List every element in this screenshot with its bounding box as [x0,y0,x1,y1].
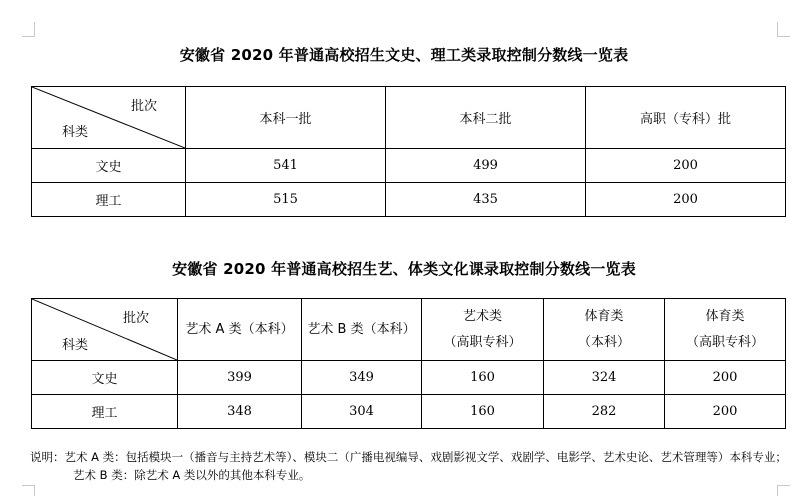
score-cell: 282 [544,395,665,429]
column-header-line2: （本科） [577,334,630,350]
admission-table-art-sports [31,298,786,429]
score-cell: 324 [544,361,665,395]
column-header: 本科二批 [386,87,586,149]
row-label: 理工 [32,395,178,429]
column-header-line1: 体育类 [584,308,624,324]
table-row [32,183,786,217]
score-cell: 348 [178,395,302,429]
column-header-line1: 艺术类 [462,308,502,324]
header-corner-cell [32,299,178,361]
diagonal-line [32,87,185,148]
column-header [665,299,786,361]
column-header [178,299,302,361]
row-label: 文史 [32,361,178,395]
row-label: 理工 [32,183,186,217]
admission-table-liberal-science [31,86,786,217]
score-cell: 541 [186,149,386,183]
score-cell: 200 [665,395,786,429]
score-cell: 399 [178,361,302,395]
corner-label-batch: 批次 [122,311,149,326]
page-corner-mark [777,22,790,37]
score-cell: 160 [422,395,544,429]
note-line-1: 说明：艺术 A 类：包括模块一（播音与主持艺术等）、模块二（广播电视编导、戏剧影视文学、戏剧学、电影学、艺术史论、艺术管理等）本科专业； [30,450,787,464]
row-label: 文史 [32,149,186,183]
column-header [302,299,422,361]
page-corner-mark [22,22,35,37]
table2-title: 安徽省 2020 年普通高校招生艺、体类文化课录取控制分数线一览表 [172,260,636,278]
page-corner-mark [22,485,35,496]
score-cell: 515 [186,183,386,217]
table-row [32,361,786,395]
table-row [32,149,786,183]
column-header-line2: （高职专科） [685,334,764,350]
score-cell: 200 [586,183,786,217]
note-line-2: 艺术 B 类：除艺术 A 类以外的其他本科专业。 [73,468,311,482]
corner-label-category: 科类 [62,338,89,353]
table-header-row [32,87,786,149]
diagonal-line [32,299,177,360]
column-header-line1: 艺术 B 类（本科） [307,321,416,337]
corner-label-category: 科类 [62,125,89,140]
table1-title: 安徽省 2020 年普通高校招生文史、理工类录取控制分数线一览表 [179,46,629,64]
column-header: 本科一批 [186,87,386,149]
score-cell: 304 [302,395,422,429]
score-cell: 200 [586,149,786,183]
score-cell: 499 [386,149,586,183]
score-cell: 160 [422,361,544,395]
score-cell: 200 [665,361,786,395]
table-header-row [32,299,786,361]
column-header [544,299,665,361]
column-header-line2: （高职专科） [443,334,522,350]
score-cell: 435 [386,183,586,217]
column-header-line1: 艺术 A 类（本科） [185,321,294,337]
header-corner-cell [32,87,186,149]
corner-label-batch: 批次 [130,99,157,114]
page-corner-mark [777,485,790,496]
table-row [32,395,786,429]
score-cell: 349 [302,361,422,395]
column-header: 高职（专科）批 [586,87,786,149]
column-header-line1: 体育类 [705,308,745,324]
column-header [422,299,544,361]
